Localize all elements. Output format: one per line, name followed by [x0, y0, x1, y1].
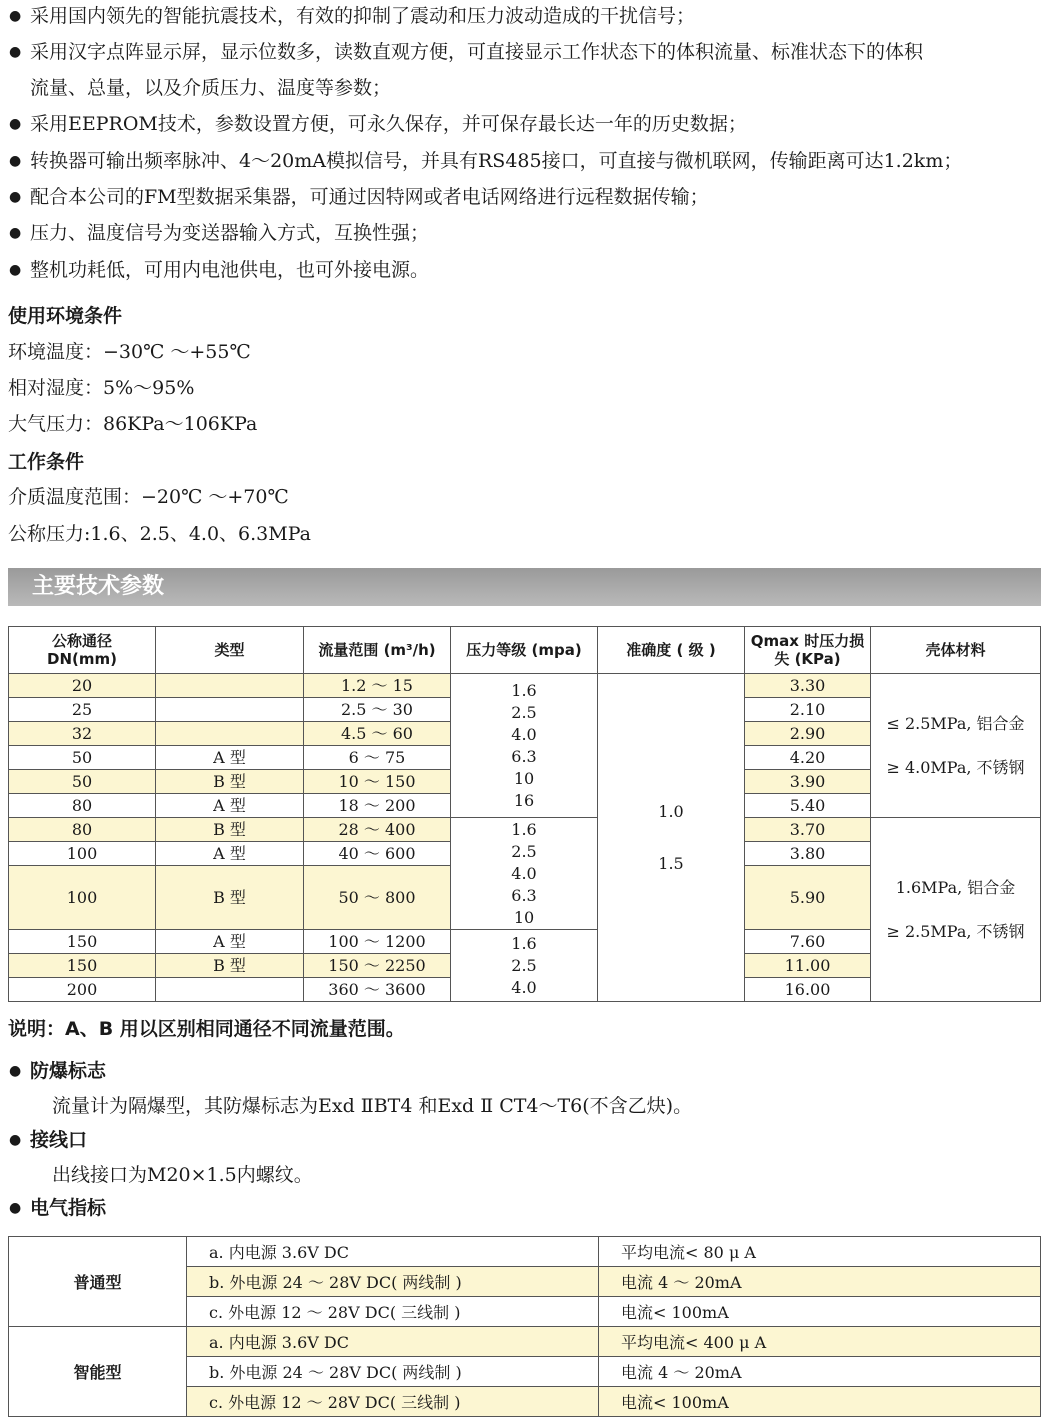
cell-flow: 10 ～ 150 [304, 770, 451, 794]
cell-type [156, 698, 304, 722]
cell-material-group-2: 1.6MPa, 铝合金 ≥ 2.5MPa, 不锈钢 [871, 818, 1041, 1002]
cell-type: A 型 [156, 842, 304, 866]
cell-flow: 50 ～ 800 [304, 866, 451, 930]
cell-loss: 3.90 [745, 770, 871, 794]
spec-header-row [9, 627, 1041, 674]
bullet-icon: ● [9, 1132, 22, 1148]
table-note: 说明：A、B 用以区别相同通径不同流量范围。 [8, 1018, 405, 1040]
bullet-icon: ● [9, 1200, 22, 1216]
cell-supply: b. 外电源 24 ～ 28V DC( 两线制 ) [187, 1267, 599, 1297]
cell-type [156, 978, 304, 1002]
cell-supply: a. 内电源 3.6V DC [187, 1237, 599, 1267]
feature-item: 压力、温度信号为变送器输入方式，互换性强； [30, 222, 430, 244]
bullet-icon: ● [9, 189, 22, 205]
cell-pressure-group-2: 1.6 2.5 4.0 6.3 10 [451, 818, 598, 930]
cell-loss: 3.70 [745, 818, 871, 842]
cell-loss: 7.60 [745, 930, 871, 954]
header-dn: 公称通径 DN(mm) [9, 627, 156, 674]
cell-dn: 100 [9, 866, 156, 930]
cell-flow: 28 ～ 400 [304, 818, 451, 842]
cell-flow: 100 ～ 1200 [304, 930, 451, 954]
env-heading: 使用环境条件 [8, 305, 123, 327]
table-row [9, 674, 1041, 698]
bullet-icon: ● [9, 153, 22, 169]
cell-type [156, 722, 304, 746]
cell-loss: 2.90 [745, 722, 871, 746]
cell-dn: 50 [9, 770, 156, 794]
bullet-icon: ● [9, 262, 22, 278]
wiring-text: 出线接口为M20×1.5内螺纹。 [52, 1164, 313, 1186]
cell-supply: b. 外电源 24 ～ 28V DC( 两线制 ) [187, 1357, 599, 1387]
feature-item: 配合本公司的FM型数据采集器，可通过因特网或者电话网络进行远程数据传输； [30, 186, 709, 208]
group-smart: 智能型 [9, 1327, 187, 1417]
cell-current: 电流< 100mA [599, 1297, 1041, 1327]
bullet-icon: ● [9, 44, 22, 60]
cell-dn: 25 [9, 698, 156, 722]
cell-accuracy: 1.0 1.5 [598, 674, 745, 1002]
feature-item-continued: 流量、总量，以及介质压力、温度等参数； [30, 77, 392, 99]
work-nominal-pressure: 公称压力:1.6、2.5、4.0、6.3MPa [8, 523, 311, 545]
cell-supply: c. 外电源 12 ～ 28V DC( 三线制 ) [187, 1387, 599, 1417]
bullet-icon: ● [9, 8, 22, 24]
cell-flow: 6 ～ 75 [304, 746, 451, 770]
feature-item: 整机功耗低，可用内电池供电，也可外接电源。 [30, 259, 430, 281]
cell-current: 平均电流< 400 μ A [599, 1327, 1041, 1357]
feature-item: 采用EEPROM技术，参数设置方便，可永久保存，并可保存最长达一年的历史数据； [30, 113, 747, 135]
cell-loss: 2.10 [745, 698, 871, 722]
cell-current: 电流< 100mA [599, 1387, 1041, 1417]
cell-pressure-group-3: 1.6 2.5 4.0 [451, 930, 598, 1002]
bullet-icon: ● [9, 116, 22, 132]
cell-flow: 150 ～ 2250 [304, 954, 451, 978]
cell-flow: 2.5 ～ 30 [304, 698, 451, 722]
cell-loss: 5.90 [745, 866, 871, 930]
cell-loss: 3.30 [745, 674, 871, 698]
table-row [9, 1327, 1041, 1357]
cell-dn: 100 [9, 842, 156, 866]
cell-type: B 型 [156, 818, 304, 842]
cell-type: A 型 [156, 746, 304, 770]
cell-type [156, 674, 304, 698]
cell-flow: 4.5 ～ 60 [304, 722, 451, 746]
cell-flow: 1.2 ～ 15 [304, 674, 451, 698]
cell-pressure-group-1: 1.6 2.5 4.0 6.3 10 16 [451, 674, 598, 818]
cell-flow: 360 ～ 3600 [304, 978, 451, 1002]
table-row [9, 1237, 1041, 1267]
cell-type: B 型 [156, 954, 304, 978]
cell-loss: 5.40 [745, 794, 871, 818]
cell-dn: 20 [9, 674, 156, 698]
cell-dn: 50 [9, 746, 156, 770]
cell-flow: 40 ～ 600 [304, 842, 451, 866]
cell-current: 平均电流< 80 μ A [599, 1237, 1041, 1267]
group-standard: 普通型 [9, 1237, 187, 1327]
section-banner: 主要技术参数 [8, 568, 1041, 606]
cell-type: A 型 [156, 930, 304, 954]
electrical-table [8, 1236, 1041, 1417]
header-flow-range: 流量范围 (m³/h) [304, 627, 451, 674]
explosion-text: 流量计为隔爆型，其防爆标志为Exd ⅡBT4 和Exd Ⅱ CT4～T6(不含乙炔)。 [52, 1095, 693, 1117]
cell-current: 电流 4 ～ 20mA [599, 1357, 1041, 1387]
table-row [9, 818, 1041, 842]
spec-table [8, 626, 1041, 1002]
cell-type: A 型 [156, 794, 304, 818]
cell-current: 电流 4 ～ 20mA [599, 1267, 1041, 1297]
cell-loss: 4.20 [745, 746, 871, 770]
cell-dn: 80 [9, 794, 156, 818]
cell-loss: 11.00 [745, 954, 871, 978]
cell-flow: 18 ～ 200 [304, 794, 451, 818]
cell-supply: c. 外电源 12 ～ 28V DC( 三线制 ) [187, 1297, 599, 1327]
feature-item: 转换器可输出频率脉冲、4～20mA模拟信号，并具有RS485接口，可直接与微机联网，传输距离可达1.2km； [30, 150, 963, 172]
env-pressure: 大气压力：86KPa～106KPa [8, 413, 258, 435]
env-temperature: 环境温度：−30℃ ～+55℃ [8, 341, 251, 363]
bullet-icon: ● [9, 225, 22, 241]
env-humidity: 相对湿度：5%～95% [8, 377, 195, 399]
cell-material-group-1: ≤ 2.5MPa, 铝合金 ≥ 4.0MPa, 不锈钢 [871, 674, 1041, 818]
cell-dn: 150 [9, 954, 156, 978]
cell-loss: 3.80 [745, 842, 871, 866]
header-pressure-grade: 压力等级 (mpa) [451, 627, 598, 674]
explosion-heading: 防爆标志 [30, 1060, 107, 1082]
feature-item: 采用汉字点阵显示屏，显示位数多，读数直观方便，可直接显示工作状态下的体积流量、标准状态下的体积 [30, 41, 924, 63]
cell-dn: 200 [9, 978, 156, 1002]
work-medium-temperature: 介质温度范围：−20℃ ～+70℃ [8, 486, 289, 508]
electrical-heading: 电气指标 [30, 1197, 107, 1219]
header-pressure-loss: Qmax 时压力损 失 (KPa) [745, 627, 871, 674]
cell-dn: 80 [9, 818, 156, 842]
cell-loss: 16.00 [745, 978, 871, 1002]
feature-item: 采用国内领先的智能抗震技术，有效的抑制了震动和压力波动造成的干扰信号； [30, 5, 696, 27]
header-material: 壳体材料 [871, 627, 1041, 674]
header-accuracy: 准确度 ( 级 ) [598, 627, 745, 674]
cell-type: B 型 [156, 866, 304, 930]
cell-type: B 型 [156, 770, 304, 794]
cell-dn: 32 [9, 722, 156, 746]
work-heading: 工作条件 [8, 451, 85, 473]
wiring-heading: 接线口 [30, 1129, 88, 1151]
cell-supply: a. 内电源 3.6V DC [187, 1327, 599, 1357]
bullet-icon: ● [9, 1063, 22, 1079]
header-type: 类型 [156, 627, 304, 674]
cell-dn: 150 [9, 930, 156, 954]
